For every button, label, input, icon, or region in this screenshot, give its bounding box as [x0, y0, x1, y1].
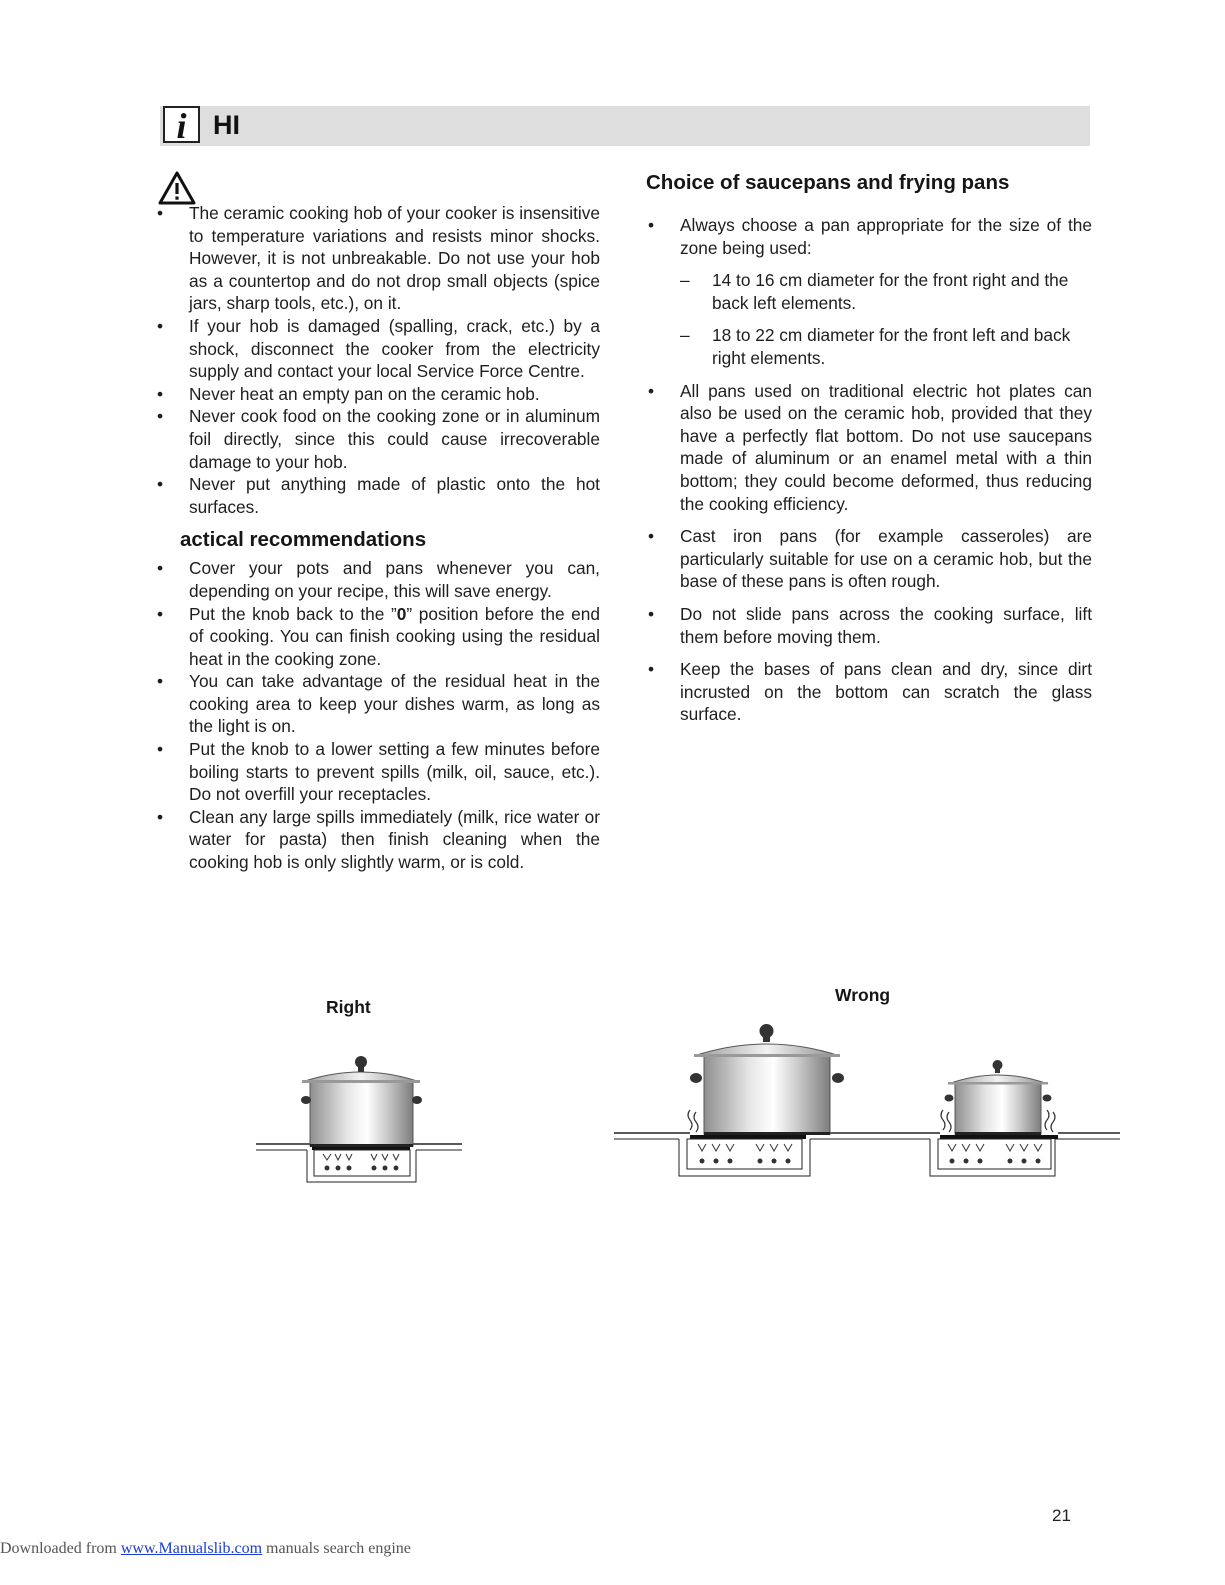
- list-item: • Never cook food on the cooking zone or in aluminum foil directly, since this could cause irrecoverable damage to your hob.: [155, 405, 600, 473]
- size-item: – 14 to 16 cm diameter for the front right and the back left elements.: [680, 269, 1092, 314]
- size-list: [680, 269, 1092, 369]
- page-number: 21: [1052, 1506, 1071, 1525]
- right-column: [646, 170, 1092, 736]
- info-icon: i: [163, 106, 200, 143]
- list-item: • The ceramic cooking hob of your cooker is insensitive to temperature variations and resists minor shocks. However, it is not unbreakable. Do not use your hob as a countertop and do not drop small objects (spice jars, sharp tools, etc.), on it.: [155, 202, 600, 315]
- knob-text-start: Put the knob back to the ”: [189, 603, 397, 624]
- choice-list: [646, 214, 1092, 726]
- knob-text-end: ” position before the end of cooking. You can finish cooking using the residual heat in the cooking zone.: [189, 603, 600, 669]
- footer-suffix: manuals search engine: [262, 1540, 411, 1557]
- manualslib-link[interactable]: www.Manualslib.com: [120, 1540, 263, 1557]
- list-item: • Put the knob to a lower setting a few minutes before boiling starts to prevent spills (milk, oil, sauce, etc.). Do not overfill your receptacles.: [155, 738, 600, 806]
- safety-list: [155, 202, 600, 518]
- list-item: • Clean any large spills immediately (milk, rice water or water for pasta) then finish cleaning when the cooking hob is only slightly warm, or is cold.: [155, 806, 600, 874]
- choice-heading: Choice of saucepans and frying pans: [646, 171, 1010, 194]
- choice-intro: Always choose a pan appropriate for the size of the zone being used:: [680, 215, 1092, 258]
- list-item: • Do not slide pans across the cooking surface, lift them before moving them.: [646, 603, 1092, 648]
- list-item: • Never heat an empty pan on the ceramic hob.: [155, 383, 600, 406]
- footer-prefix: Downloaded from: [0, 1540, 121, 1557]
- list-item: • All pans used on traditional electric hot plates can also be used on the ceramic hob, provided that they have a perfectly flat bottom. Do not use saucepans made of aluminum or an enamel metal with a thin bottom; they could become deformed, thus reducing the cooking efficiency.: [646, 380, 1092, 516]
- size-item: – 18 to 22 cm diameter for the front left and back right elements.: [680, 324, 1092, 369]
- list-item: • Never put anything made of plastic onto the hot surfaces.: [155, 473, 600, 518]
- knob-position-value: 0: [396, 603, 407, 624]
- list-item: • Cast iron pans (for example casseroles) are particularly suitable for use on a ceramic hob, but the base of these pans is often rough.: [646, 525, 1092, 593]
- list-item: [155, 603, 600, 671]
- warning-triangle-icon: [157, 170, 197, 206]
- list-item: • Keep the bases of pans clean and dry, since dirt incrusted on the bottom can scratch the glass surface.: [646, 658, 1092, 726]
- practical-list: [155, 557, 600, 873]
- header-bar: [160, 106, 1090, 146]
- practical-heading: actical recommendations: [180, 528, 427, 552]
- wrong-label: Wrong: [835, 985, 891, 1005]
- list-item: • You can take advantage of the residual heat in the cooking area to keep your dishes warm, as long as the light is on.: [155, 670, 600, 738]
- footer: [0, 1540, 411, 1558]
- wrong-pans-illustration: [610, 1018, 1125, 1193]
- list-item: [646, 214, 1092, 370]
- left-column: [155, 202, 600, 874]
- right-pan-illustration: [250, 1050, 470, 1190]
- list-item: • Cover your pots and pans whenever you can, depending on your recipe, this will save energy.: [155, 557, 600, 602]
- list-item: • If your hob is damaged (spalling, crack, etc.) by a shock, disconnect the cooker from the electricity supply and contact your local Service Force Centre.: [155, 315, 600, 383]
- right-label: Right: [326, 997, 371, 1017]
- section-title: HI: [213, 110, 240, 140]
